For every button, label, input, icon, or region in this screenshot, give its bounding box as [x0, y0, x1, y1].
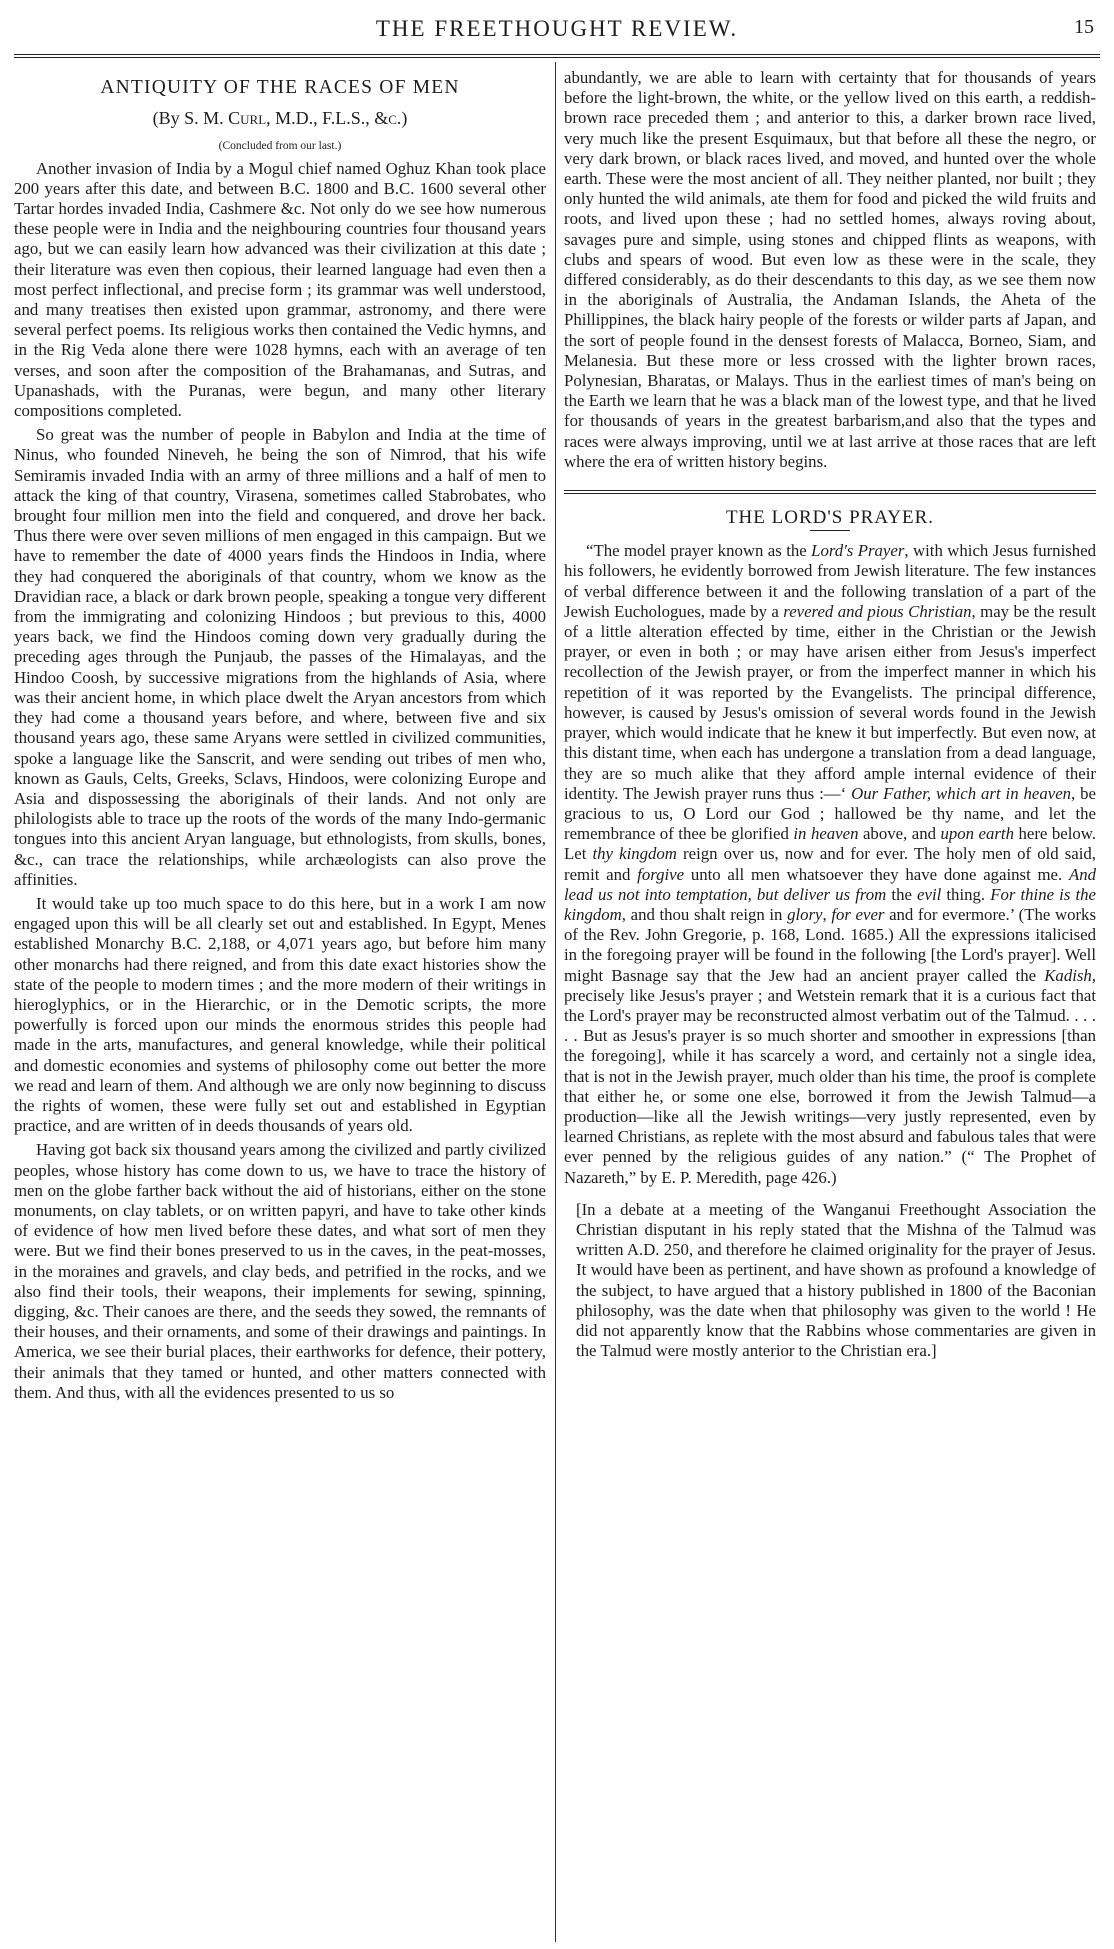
article-title-lords-prayer: THE LORD'S PRAYER.	[725, 507, 935, 529]
paragraph: It would take up too much space to do this here, but in a work I am now engaged upon this will be all clearly set out and established. In Egypt, Menes established Monarchy B.C. 2,188, or 4,071 years ago, but before him many other monarchs had there reigned, and from this date exact histories show the state of the people to modern times ; and the more modern of their writings in hieroglyphics, or in the Hierarchic, or in the Demotic scripts, the more powerfully is forced upon our minds the enormous strides this people had made in the arts, manufactures, and general knowledge, while their political and domestic economies and systems of philosophy come out better the more we read and learn of them. And although we are only now beginning to discuss the rights of women, these were fully set out and established in Egyptian practice, and are written of in deeds thousands of years old.	[14, 893, 546, 1136]
page-header	[0, 10, 1114, 50]
left-column	[14, 68, 546, 1403]
column-rule	[555, 62, 556, 1942]
paragraph-continuation: abundantly, we are able to learn with certainty that for thousands of years before the light-brown, the white, or the yellow lived on this earth, a reddish-brown race preceded them ; and anterior to this, a darker brown race lived, very much like the present Esquimaux, but that before all these the negro, or very dark brown, or black races lived, and moved, and hunted over the whole earth. These were the most ancient of all. They neither planted, nor built ; they only hunted the wild animals, ate them for food and picked the wild fruits and roots, and lived upon these ; had no settled homes, always roving about, savages pure and simple, using stones and chipped flints as weapons, with clubs and spears of wood. But even low as these were in the scale, they differed considerably, as do their descendants to this day, as we see them now in the aboriginals of Australia, the Andaman Islands, the Aheta of the Phillippines, the black hairy people of the forests or wilder parts af Japan, and the sort of people found in the densest forests of Malacca, Borneo, Siam, and Melanesia. But these more or less crossed with the lighter brown races, Polynesian, Bharatas, or Malays. Thus in the earliest times of man's being on the Earth we learn that he was a black man of the lowest type, and that he lived for thousands of years in the greatest barbarism,and also that the types and races were always improving, until we at last arrive at those races that are left where the era of written history begins.	[564, 68, 1096, 471]
title-dash	[810, 530, 850, 531]
paragraph: Another invasion of India by a Mogul chief named Oghuz Khan took place 200 years after this date, and between B.C. 1800 and B.C. 1600 several other Tartar hordes invaded India, Cashmere &c. Not only do we see how numerous these people were in India and the neighbouring countries four thousand years ago, but we can easily learn how advanced was their civilization at this date ; their literature was even then copious, their learned language had even then a most perfect inflectional, and precise form ; its grammar was well understood, and many treatises then existed upon grammar, astronomy, and there were several perfect poems. Its religious works then contained the Vedic hymns, and in the Rig Veda alone there were 1028 hymns, each with an average of ten verses, and soon after the composition of the Brahamanas, and Sutras, and Upanashads, with the Puranas, were begun, and many other literary compositions completed.	[14, 158, 546, 421]
paragraph-quotation: “The model prayer known as the Lord's Prayer, with which Jesus furnished his followers, he evidently borrowed from Jewish literature. The few instances of verbal difference between it and the following translation of a part of the Jewish Euchologues, made by a revered and pious Christian, may be the result of a little alteration effected by time, either in the Christian or the Jewish prayer, or even in both ; or may have arisen either from Jesus's imperfect recollection of the Jewish prayer, or from the imperfect manner in which his repetition of it was reported by the Evangelists. The principal difference, however, is caused by Jesus's omission of several words found in the Jewish prayer, which would indicate that he knew it but imperfectly. But even now, at this distant time, when each has undergone a translation from a dead language, they are so much alike that they afford ample internal evidence of their identity. The Jewish prayer runs thus :—‘ Our Father, which art in heaven, be gracious to us, O Lord our God ; hallowed be thy name, and let the remembrance of thee be glorified in heaven above, and upon earth here below. Let thy kingdom reign over us, now and for ever. The holy men of old said, remit and forgive unto all men whatsoever they have done against me. And lead us not into temptation, but deliver us from the evil thing. For thine is the kingdom, and thou shalt reign in glory, for ever and for evermore.’ (The works of the Rev. John Gregorie, p. 168, Lond. 1685.) All the expressions italicised in the foregoing prayer will be found in the following [the Lord's prayer]. Well might Basnage say that the Jew had an ancient prayer called the Kadish, precisely like Jesus's prayer ; and Wetstein remark that it is a curious fact that the Lord's prayer may be reconstructed almost verbatim out of the Talmud. . . . . . But as Jesus's prayer is so much shorter and smoother in expressions [than the foregoing], while it has scarcely a word, and certainly not a single idea, that is not in the Jewish prayer, much older than his time, the proof is complete that either he, or some one else, borrowed it from the Jewish Talmud—a production—like all the Jewish writings—very justly represented, even by learned Christians, as replete with the most absurd and fabulous tales that were ever penned by the religious guides of any nation.” (“ The Prophet of Nazareth,” by E. P. Meredith, page 426.)	[564, 541, 1097, 1187]
concluded-note: (Concluded from our last.)	[218, 140, 342, 153]
editorial-note: [In a debate at a meeting of the Wanganui Freethought Association the Christian disputant in his reply stated that the Mishna of the Talmud was written A.D. 250, and therefore he claimed originality for the prayer of Jesus. It would have been as pertinent, and have shown as profound a knowledge of the subject, to have argued that a history published in 1800 of the Baconian philosophy, was the date when that philosophy was given to the world ! He did not apparently know that the Rabbins whose commentaries are given in the Talmud were mostly anterior to the Christian era.]	[576, 1199, 1096, 1361]
article-byline: (By S. M. Curl, M.D., F.L.S., &c.)	[152, 108, 408, 129]
page-number: 15	[1074, 16, 1094, 38]
running-title: THE FREETHOUGHT REVIEW.	[375, 16, 739, 41]
header-rule	[14, 54, 1100, 58]
section-rule	[564, 490, 1096, 494]
paragraph: Having got back six thousand years among the civilized and partly civilized peoples, whose history has come down to us, we have to trace the history of men on the globe farther back without the aid of historians, either on the stone monuments, on clay tablets, or on written papyri, and have to take other kinds of evidence of how men lived before these dates, and what sort of men they were. But we find their bones preserved to us in the caves, in the peat-mosses, in the moraines and gravels, and clay beds, and petrified in the rocks, and we also find their tools, their weapons, their implements for sewing, spinning, digging, &c. Their canoes are there, and the seeds they sowed, the remnants of their houses, and their ornaments, and some of their drawings and paintings. In America, we see their burial places, their earthworks for defence, their pottery, their animals that they tamed or hunted, and other matters connected with them. And thus, with all the evidences presented to us so	[14, 1140, 546, 1402]
right-column	[564, 68, 1096, 1361]
paragraph: So great was the number of people in Babylon and India at the time of Ninus, who founded Nineveh, he being the son of Nimrod, that his wife Semiramis invaded India with an army of three millions and a half of men to attack the king of that country, Virasena, sometimes called Stabrobates, who brought four million men into the field and conquered, and drove her back. Thus there were over seven millions of men engaged in this campaign. But we have to remember the date of 4000 years finds the Hindoos in India, where they had conquered the aboriginals of that country, whom we know as the Dravidian race, a black or dark brown people, speaking a tongue very different from the immigrating and colonizing Hindoos ; but previous to this, 4000 years back, we find the Hindoos coming down very gradually during the preceding ages through the Punjaub, the passes of the Himalayas, and the Hindoo Coosh, by successive migrations from the highlands of Asia, where was their ancient home, in which place dwelt the Aryan ancestors from which they had come a thousand years before, and where, between five and six thousand years ago, these same Aryans were settled in civilized communities, spoke a language like the Sanscrit, and were sending out tribes of men who, known as Gauls, Celts, Greeks, Sclavs, Hindoos, were colonizing Europe and Asia and dispossessing the aboriginals of their lands. And not only are philologists able to trace up the roots of the words of the many Indo-germanic tongues into this ancient Aryan language, but ethnologists, from skulls, bones, &c., can trace the relationships, while archæologists can also prove the affinities.	[14, 425, 546, 889]
author-name: S. M. Curl, M.D., F.L.S., &c.	[184, 108, 402, 129]
article-title-antiquity: ANTIQUITY OF THE RACES OF MEN	[100, 77, 460, 98]
